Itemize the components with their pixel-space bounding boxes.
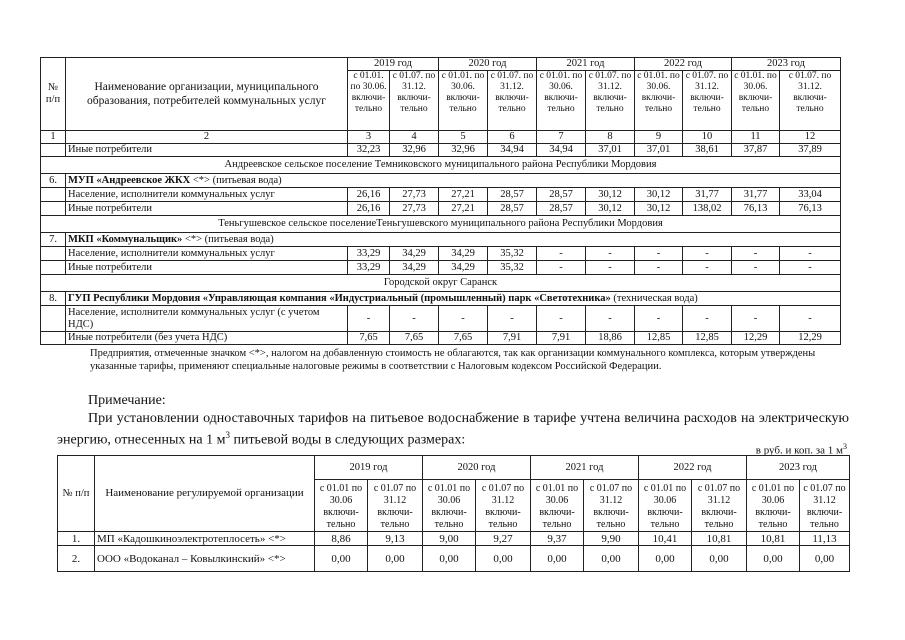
organization-name-cell [66,292,841,306]
organization-name-rest: <*> (питьевая вода) [190,174,282,186]
tariff-value-cell: 32,23 [348,144,390,157]
row-name-cell: Население, исполнители коммунальных услуг (с учетом НДС) [66,306,348,332]
tariff-value-cell: - [732,247,780,261]
tariff-value-cell: 31,77 [683,188,732,202]
year-header: 2023 год [732,58,841,71]
period-from-header: с 01.01 по 30.06 включи-тельно [531,480,584,532]
tariff-value-cell: 12,85 [683,332,732,345]
tariff-value-cell: 7,65 [348,332,390,345]
tariff-value-cell: 26,16 [348,202,390,216]
cost-value-cell: 0,00 [639,546,692,572]
tariff-value-cell: 37,87 [732,144,780,157]
row-num-cell [41,247,66,261]
tariff-value-cell: 37,89 [780,144,841,157]
year-header: 2019 год [315,456,423,480]
year-header: 2023 год [747,456,850,480]
column-index-cell: 9 [635,131,683,144]
row-num-cell [41,202,66,216]
year-header: 2022 год [635,58,732,71]
table-row [58,532,850,546]
note-body-text: При установлении одноставочных тарифов на питьевое водоснабжение в тарифе учтена величина расходов на электрическую энергию, отнесенных на 1 м [57,411,849,448]
row-name-cell: Иные потребители [66,144,348,157]
note-title: Примечание: [88,393,166,408]
row-num-cell [41,261,66,275]
organization-name-rest: <*> (питьевая вода) [182,233,274,245]
cost-value-cell: 9,27 [476,532,531,546]
tariff-value-cell: - [488,306,537,332]
table-row [41,332,841,345]
tariff-value-cell: - [780,247,841,261]
organization-name-cell: ООО «Водоканал – Ковылкинский» <*> [95,546,315,572]
table-row [41,292,841,306]
tariff-value-cell: - [439,306,488,332]
row-name-cell: Население, исполнители коммунальных услуг [66,247,348,261]
tariff-value-cell: 30,12 [586,188,635,202]
tariff-value-cell: 7,65 [439,332,488,345]
tariff-value-cell: 31,77 [732,188,780,202]
organization-num-cell: 8. [41,292,66,306]
col-name-header: Наименование регулируемой организации [95,456,315,532]
period-to-header: с 01.07 по 31.12 включи-тельно [692,480,747,532]
tariff-value-cell: - [586,247,635,261]
tariff-value-cell: 33,29 [348,261,390,275]
tariff-value-cell: 28,57 [488,188,537,202]
year-header: 2021 год [537,58,635,71]
note-sup: 3 [225,430,230,440]
year-header: 2019 год [348,58,439,71]
table-row [41,157,841,174]
tariff-value-cell: 12,29 [732,332,780,345]
table-row [41,131,841,144]
cost-value-cell: 0,00 [692,546,747,572]
row-name-cell: Население, исполнители коммунальных услуг [66,188,348,202]
cost-value-cell: 11,13 [800,532,850,546]
note-body-text-end: питьевой воды в следующих размерах: [229,432,466,448]
period-to-header: с 01.07 по 31.12 включи-тельно [584,480,639,532]
cost-value-cell: 0,00 [423,546,476,572]
cost-value-cell: 9,13 [368,532,423,546]
tariff-value-cell: - [732,306,780,332]
organization-name-cell: МП «Кадошкиноэлектротеплосеть» <*> [95,532,315,546]
organization-name-bold: МУП «Андреевское ЖКХ [68,174,191,186]
period-from-header: с 01.01. по 30.06. включи-тельно [537,71,586,131]
tariff-value-cell: 27,21 [439,188,488,202]
period-from-header: с 01.01 по 30.06 включи-тельно [747,480,800,532]
tariff-value-cell: - [390,306,439,332]
cost-value-cell: 9,90 [584,532,639,546]
column-index-cell: 6 [488,131,537,144]
tariff-value-cell: 30,12 [586,202,635,216]
tariff-value-cell: - [635,247,683,261]
cost-value-cell: 9,00 [423,532,476,546]
cost-value-cell: 0,00 [476,546,531,572]
tariff-value-cell: - [780,306,841,332]
electricity-cost-table [57,455,850,572]
col-name-header: Наименование организации, муниципального образования, потребителей коммунальных услуг [66,58,348,131]
tariff-value-cell: 27,73 [390,188,439,202]
table-row [41,188,841,202]
tariff-value-cell: 28,57 [488,202,537,216]
tariff-value-cell: 33,04 [780,188,841,202]
table-row [41,275,841,292]
table-row [41,261,841,275]
table-row [41,306,841,332]
col-num-header: № п/п [58,456,95,532]
period-from-header: с 01.01. по 30.06. включи-тельно [439,71,488,131]
row-num-cell: 1. [58,532,95,546]
column-index-cell: 12 [780,131,841,144]
tariff-value-cell: 32,96 [390,144,439,157]
year-header: 2020 год [423,456,531,480]
tariff-value-cell: 34,29 [439,247,488,261]
tariff-table [40,57,841,345]
row-name-cell: Иные потребители [66,202,348,216]
tariff-value-cell: 27,73 [390,202,439,216]
organization-name-cell [66,174,841,188]
table-row [41,216,841,233]
cost-value-cell: 0,00 [584,546,639,572]
tariff-value-cell: 34,94 [488,144,537,157]
tariff-value-cell: 34,29 [390,261,439,275]
tariff-value-cell: 76,13 [780,202,841,216]
tariff-value-cell: 28,57 [537,188,586,202]
tariff-value-cell: 32,96 [439,144,488,157]
cost-value-cell: 10,41 [639,532,692,546]
tariff-value-cell: 7,91 [537,332,586,345]
period-to-header: с 01.07. по 31.12. включи-тельно [586,71,635,131]
period-to-header: с 01.07. по 31.12. включи-тельно [780,71,841,131]
tariff-value-cell: - [586,306,635,332]
column-index-cell: 4 [390,131,439,144]
tariff-value-cell: - [732,261,780,275]
tariff-value-cell: - [635,306,683,332]
period-from-header: с 01.01. по 30.06. включи-тельно [348,71,390,131]
column-index-cell: 2 [66,131,348,144]
table-row [41,202,841,216]
tariff-value-cell: 33,29 [348,247,390,261]
tariff-value-cell: 12,85 [635,332,683,345]
column-index-cell: 5 [439,131,488,144]
period-to-header: с 01.07. по 31.12. включи-тельно [390,71,439,131]
organization-name-cell [66,233,841,247]
period-from-header: с 01.01 по 30.06 включи-тельно [315,480,368,532]
cost-value-cell: 0,00 [368,546,423,572]
period-from-header: с 01.01 по 30.06 включи-тельно [639,480,692,532]
organization-num-cell: 7. [41,233,66,247]
column-index-cell: 10 [683,131,732,144]
tariff-value-cell: - [780,261,841,275]
cost-value-cell: 8,86 [315,532,368,546]
tariff-value-cell: 34,29 [439,261,488,275]
column-index-cell: 11 [732,131,780,144]
cost-value-cell: 10,81 [692,532,747,546]
tariff-value-cell: 38,61 [683,144,732,157]
tariff-value-cell: - [683,306,732,332]
tariff-value-cell: 37,01 [635,144,683,157]
period-to-header: с 01.07. по 31.12. включи-тельно [488,71,537,131]
tariff-value-cell: 7,91 [488,332,537,345]
table-row [41,174,841,188]
municipality-section-row: Городской округ Саранск [41,275,841,292]
column-index-cell: 7 [537,131,586,144]
tariff-value-cell: - [683,261,732,275]
tariff-value-cell: - [537,306,586,332]
electricity-table-body [58,456,850,572]
tariff-value-cell: - [348,306,390,332]
cost-value-cell: 10,81 [747,532,800,546]
tariff-value-cell: 27,21 [439,202,488,216]
tariff-value-cell: - [586,261,635,275]
row-name-cell: Иные потребители (без учета НДС) [66,332,348,345]
cost-value-cell: 0,00 [531,546,584,572]
year-header: 2020 год [439,58,537,71]
organization-name-bold: МКП «Коммунальщик» [68,233,183,245]
vat-footnote: Предприятия, отмеченные значком <*>, налогом на добавленную стоимость не облагаются, так как организации коммунального комплекса, которым утверждены указанные тарифы, применяют специальные налоговые режимы в соответствии с Налоговым кодексом Российской Федерации. [90,348,816,372]
period-to-header: с 01.07 по 31.12 включи-тельно [800,480,850,532]
period-to-header: с 01.07 по 31.12 включи-тельно [368,480,423,532]
row-name-cell: Иные потребители [66,261,348,275]
table-row [41,233,841,247]
tariff-value-cell: 7,65 [390,332,439,345]
cost-value-cell: 0,00 [800,546,850,572]
tariff-value-cell: 12,29 [780,332,841,345]
column-index-cell: 1 [41,131,66,144]
table-row [41,144,841,157]
table-row [58,546,850,572]
tariff-value-cell: - [635,261,683,275]
municipality-section-row: Теньгушевское сельское поселениеТеньгушевского муниципального района Республики Мордовия [41,216,841,233]
year-header: 2022 год [639,456,747,480]
tariff-value-cell: 18,86 [586,332,635,345]
period-from-header: с 01.01 по 30.06 включи-тельно [423,480,476,532]
column-index-cell: 3 [348,131,390,144]
tariff-value-cell: - [537,247,586,261]
row-num-cell [41,332,66,345]
tariff-value-cell: 35,32 [488,247,537,261]
tariff-value-cell: 30,12 [635,202,683,216]
municipality-section-row: Андреевское сельское поселение Темниковского муниципального района Республики Мордовия [41,157,841,174]
tariff-table-body [41,58,841,345]
cost-value-cell: 0,00 [315,546,368,572]
tariff-value-cell: 34,29 [390,247,439,261]
period-from-header: с 01.01. по 30.06. включи-тельно [635,71,683,131]
row-num-cell [41,306,66,332]
tariff-value-cell: 28,57 [537,202,586,216]
col-num-header: № п/п [41,58,66,131]
period-from-header: с 01.01. по 30.06. включи-тельно [732,71,780,131]
organization-name-bold: ГУП Республики Мордовия «Управляющая компания «Индустриальный (промышленный) парк «Светотехника» [68,292,611,304]
column-index-cell: 8 [586,131,635,144]
tariff-value-cell: - [683,247,732,261]
units-text: в руб. и коп. за 1 м [755,444,843,457]
tariff-value-cell: 37,01 [586,144,635,157]
units-sup: 3 [843,442,847,451]
tariff-value-cell: 34,94 [537,144,586,157]
tariff-value-cell: - [537,261,586,275]
tariff-value-cell: 138,02 [683,202,732,216]
row-num-cell [41,188,66,202]
table-row [41,247,841,261]
period-to-header: с 01.07 по 31.12 включи-тельно [476,480,531,532]
organization-name-rest: (техническая вода) [610,292,698,304]
tariff-value-cell: 30,12 [635,188,683,202]
tariff-value-cell: 35,32 [488,261,537,275]
row-num-cell: 2. [58,546,95,572]
note-body [57,410,849,449]
tariff-value-cell: 76,13 [732,202,780,216]
year-header: 2021 год [531,456,639,480]
organization-num-cell: 6. [41,174,66,188]
cost-value-cell: 0,00 [747,546,800,572]
tariff-value-cell: 26,16 [348,188,390,202]
row-num-cell [41,144,66,157]
period-to-header: с 01.07. по 31.12. включи-тельно [683,71,732,131]
cost-value-cell: 9,37 [531,532,584,546]
